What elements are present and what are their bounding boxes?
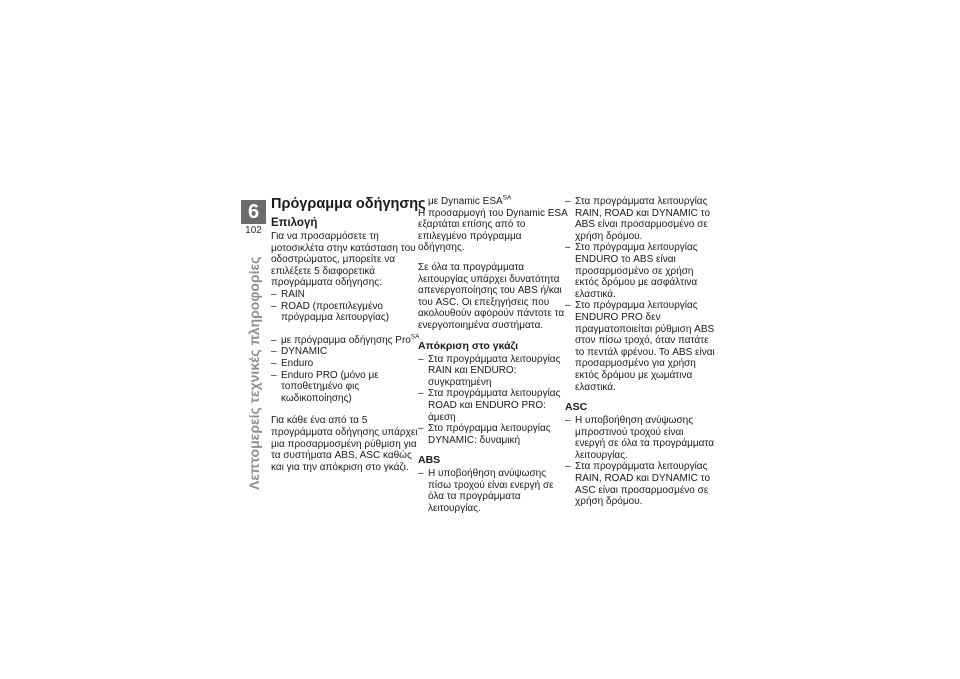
list-item: – Στα προγράμματα λειτουργίας RAIN, ROAD και DYNAMIC το ASC είναι προσαρμοσμένο σε χρήση δρόμου. — [565, 461, 715, 507]
list-item: – Στο πρόγραμμα λειτουργίας DYNAMIC: δυναμική — [418, 423, 568, 446]
list-item: – Η υποβοήθηση ανύψωσης πίσω τροχού είναι ενεργή σε όλα τα προγράμματα λειτουργίας. — [418, 468, 568, 514]
vertical-section-title: Λεπτομερείς τεχνικές πληροφορίες — [246, 256, 262, 490]
list-item: – Enduro PRO (μόνο με τοποθετημένο φις κωδικοποίησης) — [271, 370, 421, 405]
section-title: Πρόγραμμα οδήγησης — [271, 196, 426, 212]
abs-heading: ABS — [418, 454, 441, 467]
list-item: – Στα προγράμματα λειτουργίας ROAD και ENDURO PRO: άμεση — [418, 388, 568, 423]
list-item — [271, 335, 421, 347]
intro-paragraph: Για να προσαρμόσετε τη μοτοσικλέτα στην κατάσταση του οδοστρώματος, μπορείτε να επιλέξετε 5 διαφορετικά προγράμματα οδήγησης: — [271, 231, 416, 289]
abs-list — [418, 468, 568, 514]
throttle-heading: Απόκριση στο γκάζι — [418, 339, 519, 352]
list-item: – Στα προγράμματα λειτουργίας RAIN, ROAD και DYNAMIC το ABS είναι προσαρμοσμένο σε χρήση δρόμου. — [565, 196, 715, 242]
list-item: – Στα προγράμματα λειτουργίας RAIN και ENDURO: συγκρατημένη — [418, 354, 568, 389]
list-item: – Η υποβοήθηση ανύψωσης μπροστινού τροχού είναι ενεργή σε όλα τα προγράμματα λειτουργίας. — [565, 415, 715, 461]
text-column-3 — [565, 196, 715, 508]
text-column-1 — [271, 196, 426, 473]
esa-list — [418, 196, 568, 208]
pro-mode-list — [271, 335, 421, 405]
page-number: 102 — [245, 225, 262, 236]
list-item: – RAIN — [271, 289, 421, 301]
asc-list — [565, 415, 715, 508]
all-modes-paragraph: Σε όλα τα προγράμματα λειτουργίας υπάρχει δυνατότητα απενεργοποίησης του ABS ή/και του ASC. Οι επεξηγήσεις που ακολουθούν αφορούν πάντοτε τα ενεργοποιημένα συστήματα. — [418, 261, 565, 331]
asc-heading: ASC — [565, 401, 588, 414]
text-column-2 — [418, 196, 568, 515]
esa-paragraph: Η προσαρμογή του Dynamic ESA εξαρτάται επίσης από το επιλεγμένο πρόγραμμα οδήγησης. — [418, 207, 568, 254]
closing-paragraph: Για κάθε ένα από τα 5 προγράμματα οδήγησης υπάρχει μια προσαρμοσμένη ρύθμιση για τα συστήματα ABS, ASC καθώς και για την απόκριση στο γκάζι. — [271, 415, 418, 473]
list-item: – Στο πρόγραμμα λειτουργίας ENDURO PRO δεν πραγματοποιείται ρύθμιση ABS στον πίσω τροχό, όταν πατάτε το πεντάλ φρένου. Το ABS είναι προσαρμοσμένο για χρήση εκτός δρόμου με χωμάτινα ελαστικά. — [565, 300, 715, 393]
selection-heading: Επιλογή — [271, 217, 318, 229]
special-equipment-mark: SA — [410, 333, 420, 341]
pro-option-text: με πρόγραμμα οδήγησης Pro — [281, 334, 411, 346]
chapter-number-tab: 6 — [241, 200, 266, 224]
list-item: – Enduro — [271, 358, 421, 370]
list-item: – Στο πρόγραμμα λειτουργίας ENDURO το ABS είναι προσαρμοσμένο σε χρήση εκτός δρόμου με ασφάλτινα ελαστικά. — [565, 242, 715, 300]
mode-list — [271, 289, 421, 324]
special-equipment-mark: SA — [502, 194, 512, 202]
esa-option-text: με Dynamic ESA — [428, 196, 503, 207]
list-item: – DYNAMIC — [271, 346, 421, 358]
abs-list-continued — [565, 196, 715, 393]
list-item — [418, 196, 568, 208]
throttle-list — [418, 354, 568, 447]
list-item: – ROAD (προεπιλεγμένο πρόγραμμα λειτουργίας) — [271, 301, 421, 324]
